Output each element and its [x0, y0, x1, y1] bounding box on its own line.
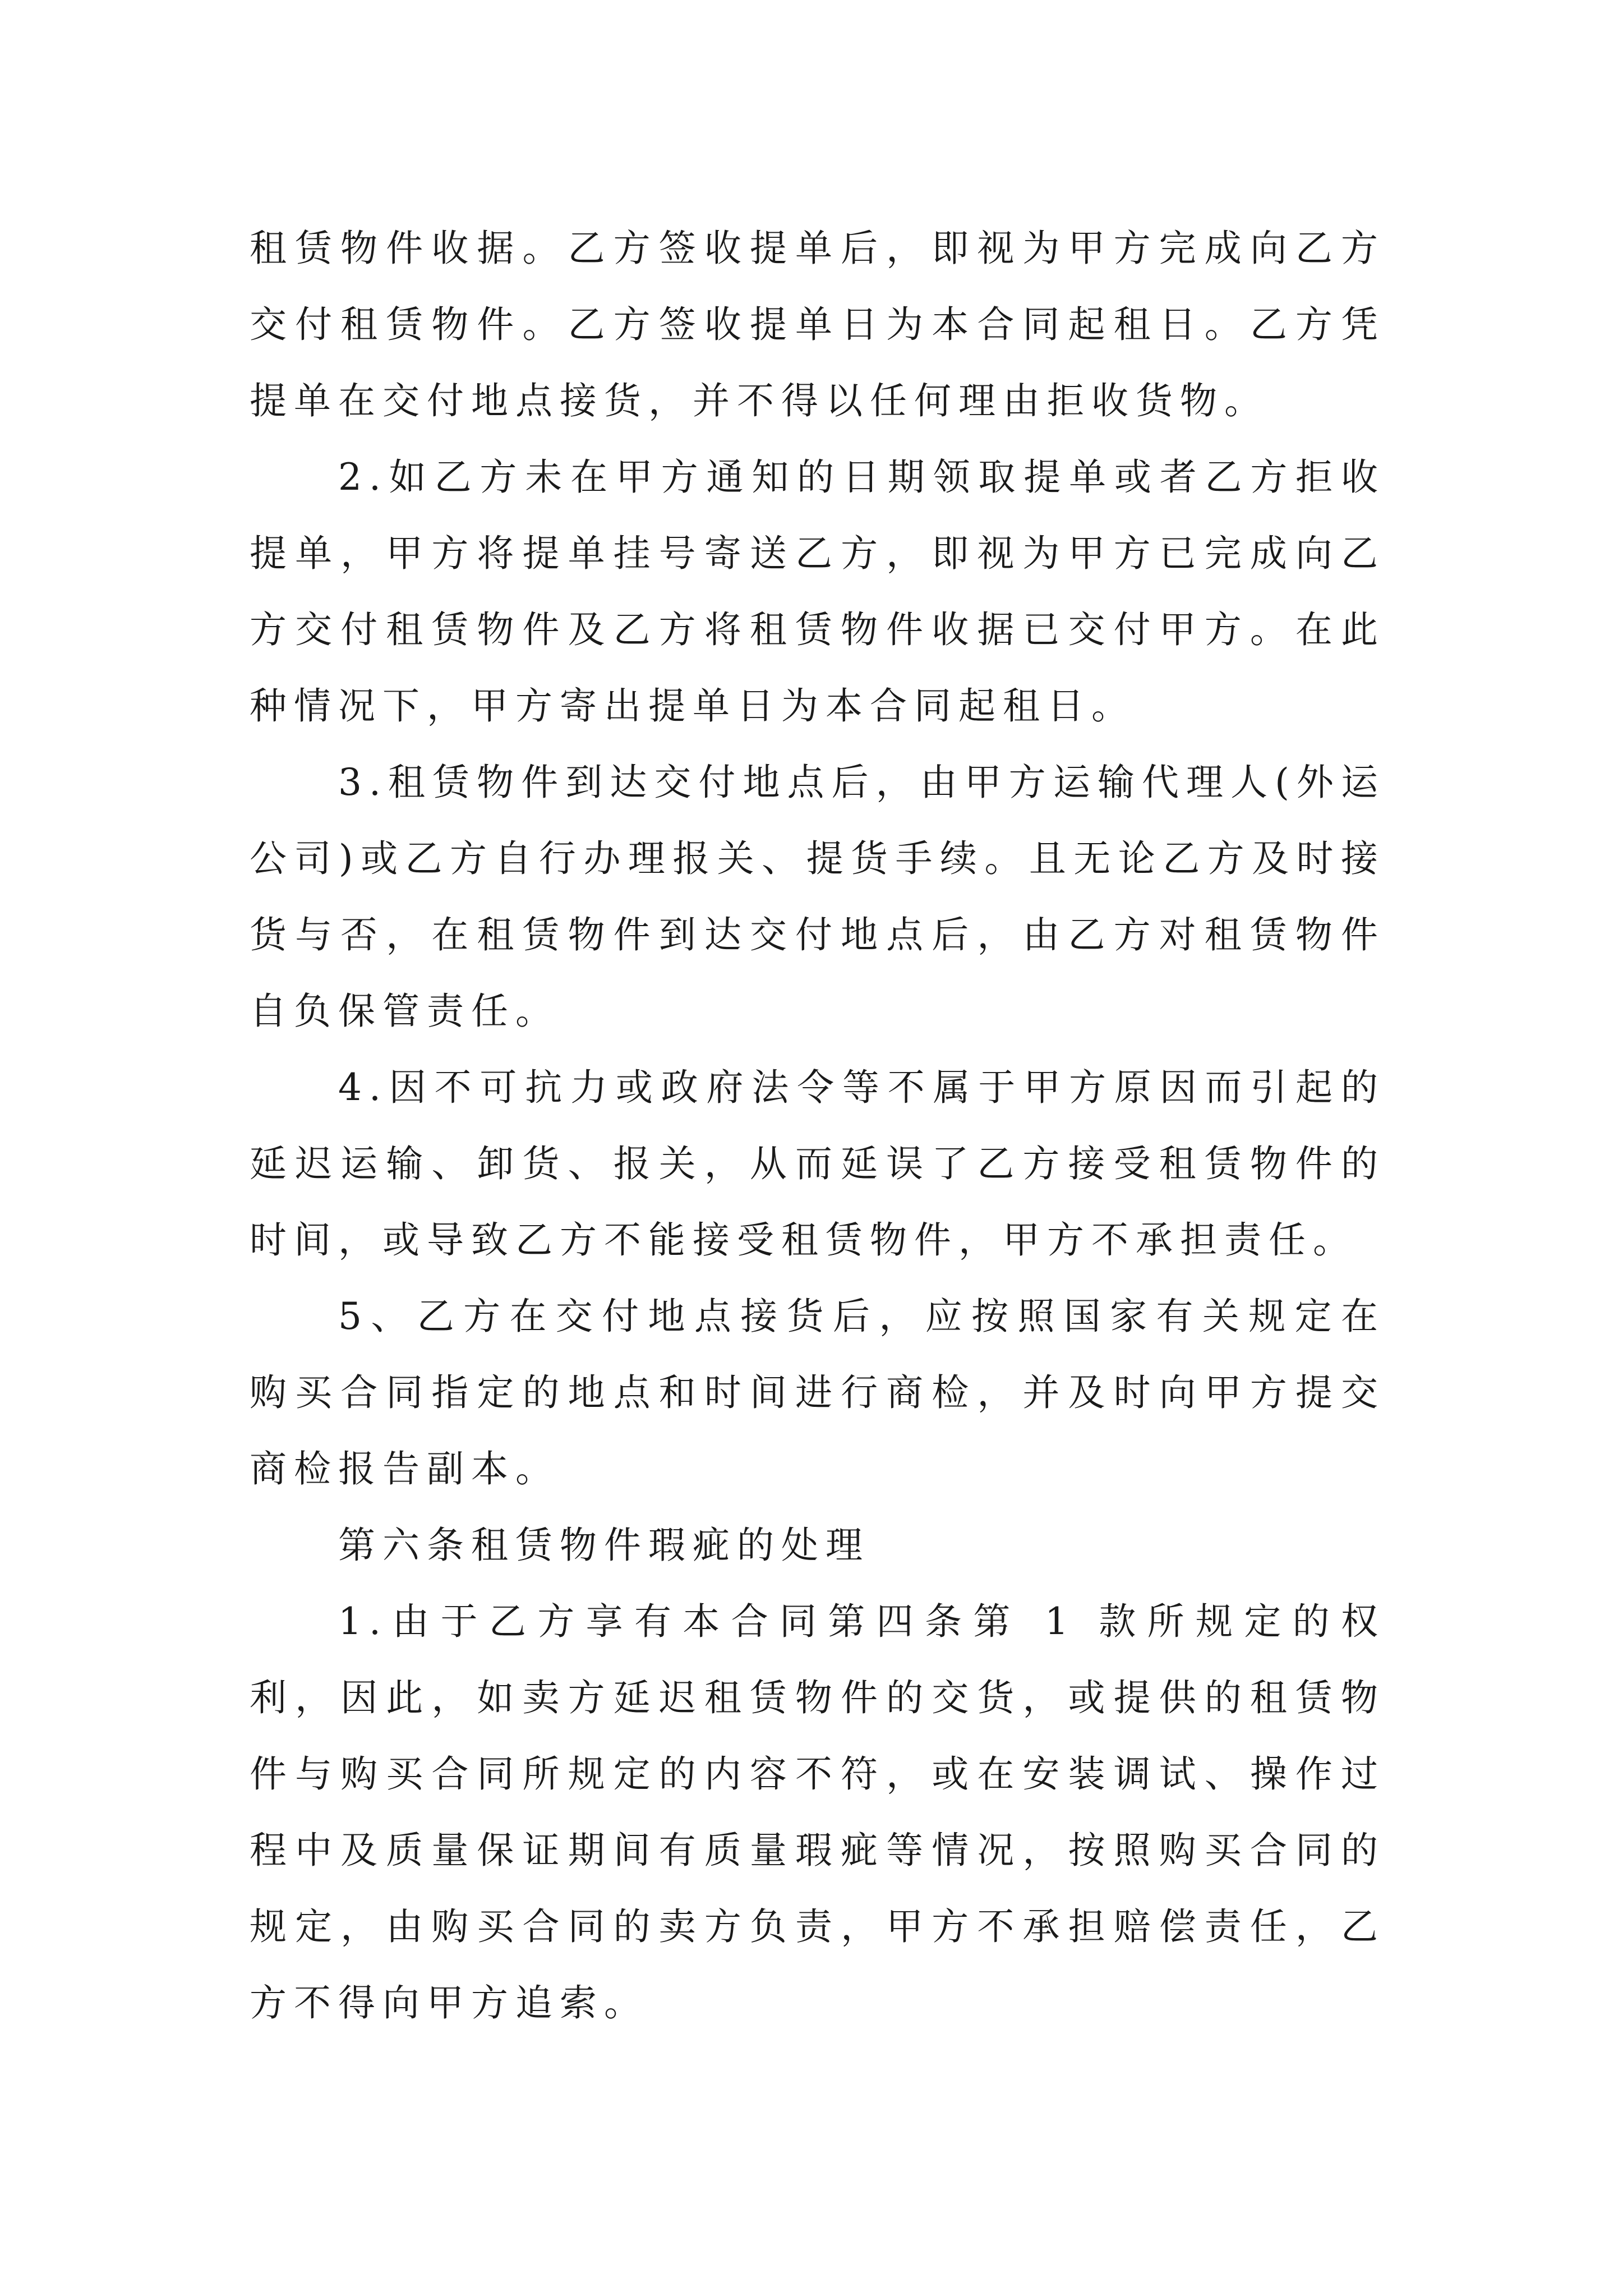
document-body [250, 210, 1385, 2041]
paragraph-clause-2: 2.如乙方未在甲方通知的日期领取提单或者乙方拒收提单，甲方将提单挂号寄送乙方，即视为甲方已完成向乙方交付租赁物件及乙方将租赁物件收据已交付甲方。在此种情况下，甲方寄出提单日为本合同起租日。 [250, 455, 1385, 728]
paragraph-clause-4: 4.因不可抗力或政府法令等不属于甲方原因而引起的延迟运输、卸货、报关，从而延误了乙方接受租赁物件的时间，或导致乙方不能接受租赁物件，甲方不承担责任。 [250, 1066, 1385, 1262]
paragraph-continuation: 租赁物件收据。乙方签收提单后，即视为甲方完成向乙方交付租赁物件。乙方签收提单日为本合同起租日。乙方凭提单在交付地点接货，并不得以任何理由拒收货物。 [250, 227, 1385, 422]
paragraph-clause-5: 5、乙方在交付地点接货后，应按照国家有关规定在购买合同指定的地点和时间进行商检，并及时向甲方提交商检报告副本。 [250, 1295, 1385, 1490]
paragraph-article-6-clause-1: 1.由于乙方享有本合同第四条第 1 款所规定的权利，因此，如卖方延迟租赁物件的交货，或提供的租赁物件与购买合同所规定的内容不符，或在安装调试、操作过程中及质量保证期间有质量瑕疵等情况，按照购买合同的规定，由购买合同的卖方负责，甲方不承担赔偿责任，乙方不得向甲方追索。 [250, 1600, 1385, 2024]
paragraph-clause-3: 3.租赁物件到达交付地点后，由甲方运输代理人(外运公司)或乙方自行办理报关、提货手续。且无论乙方及时接货与否，在租赁物件到达交付地点后，由乙方对租赁物件自负保管责任。 [250, 761, 1385, 1033]
section-heading-article-6: 第六条租赁物件瑕疵的处理 [338, 1524, 870, 1567]
